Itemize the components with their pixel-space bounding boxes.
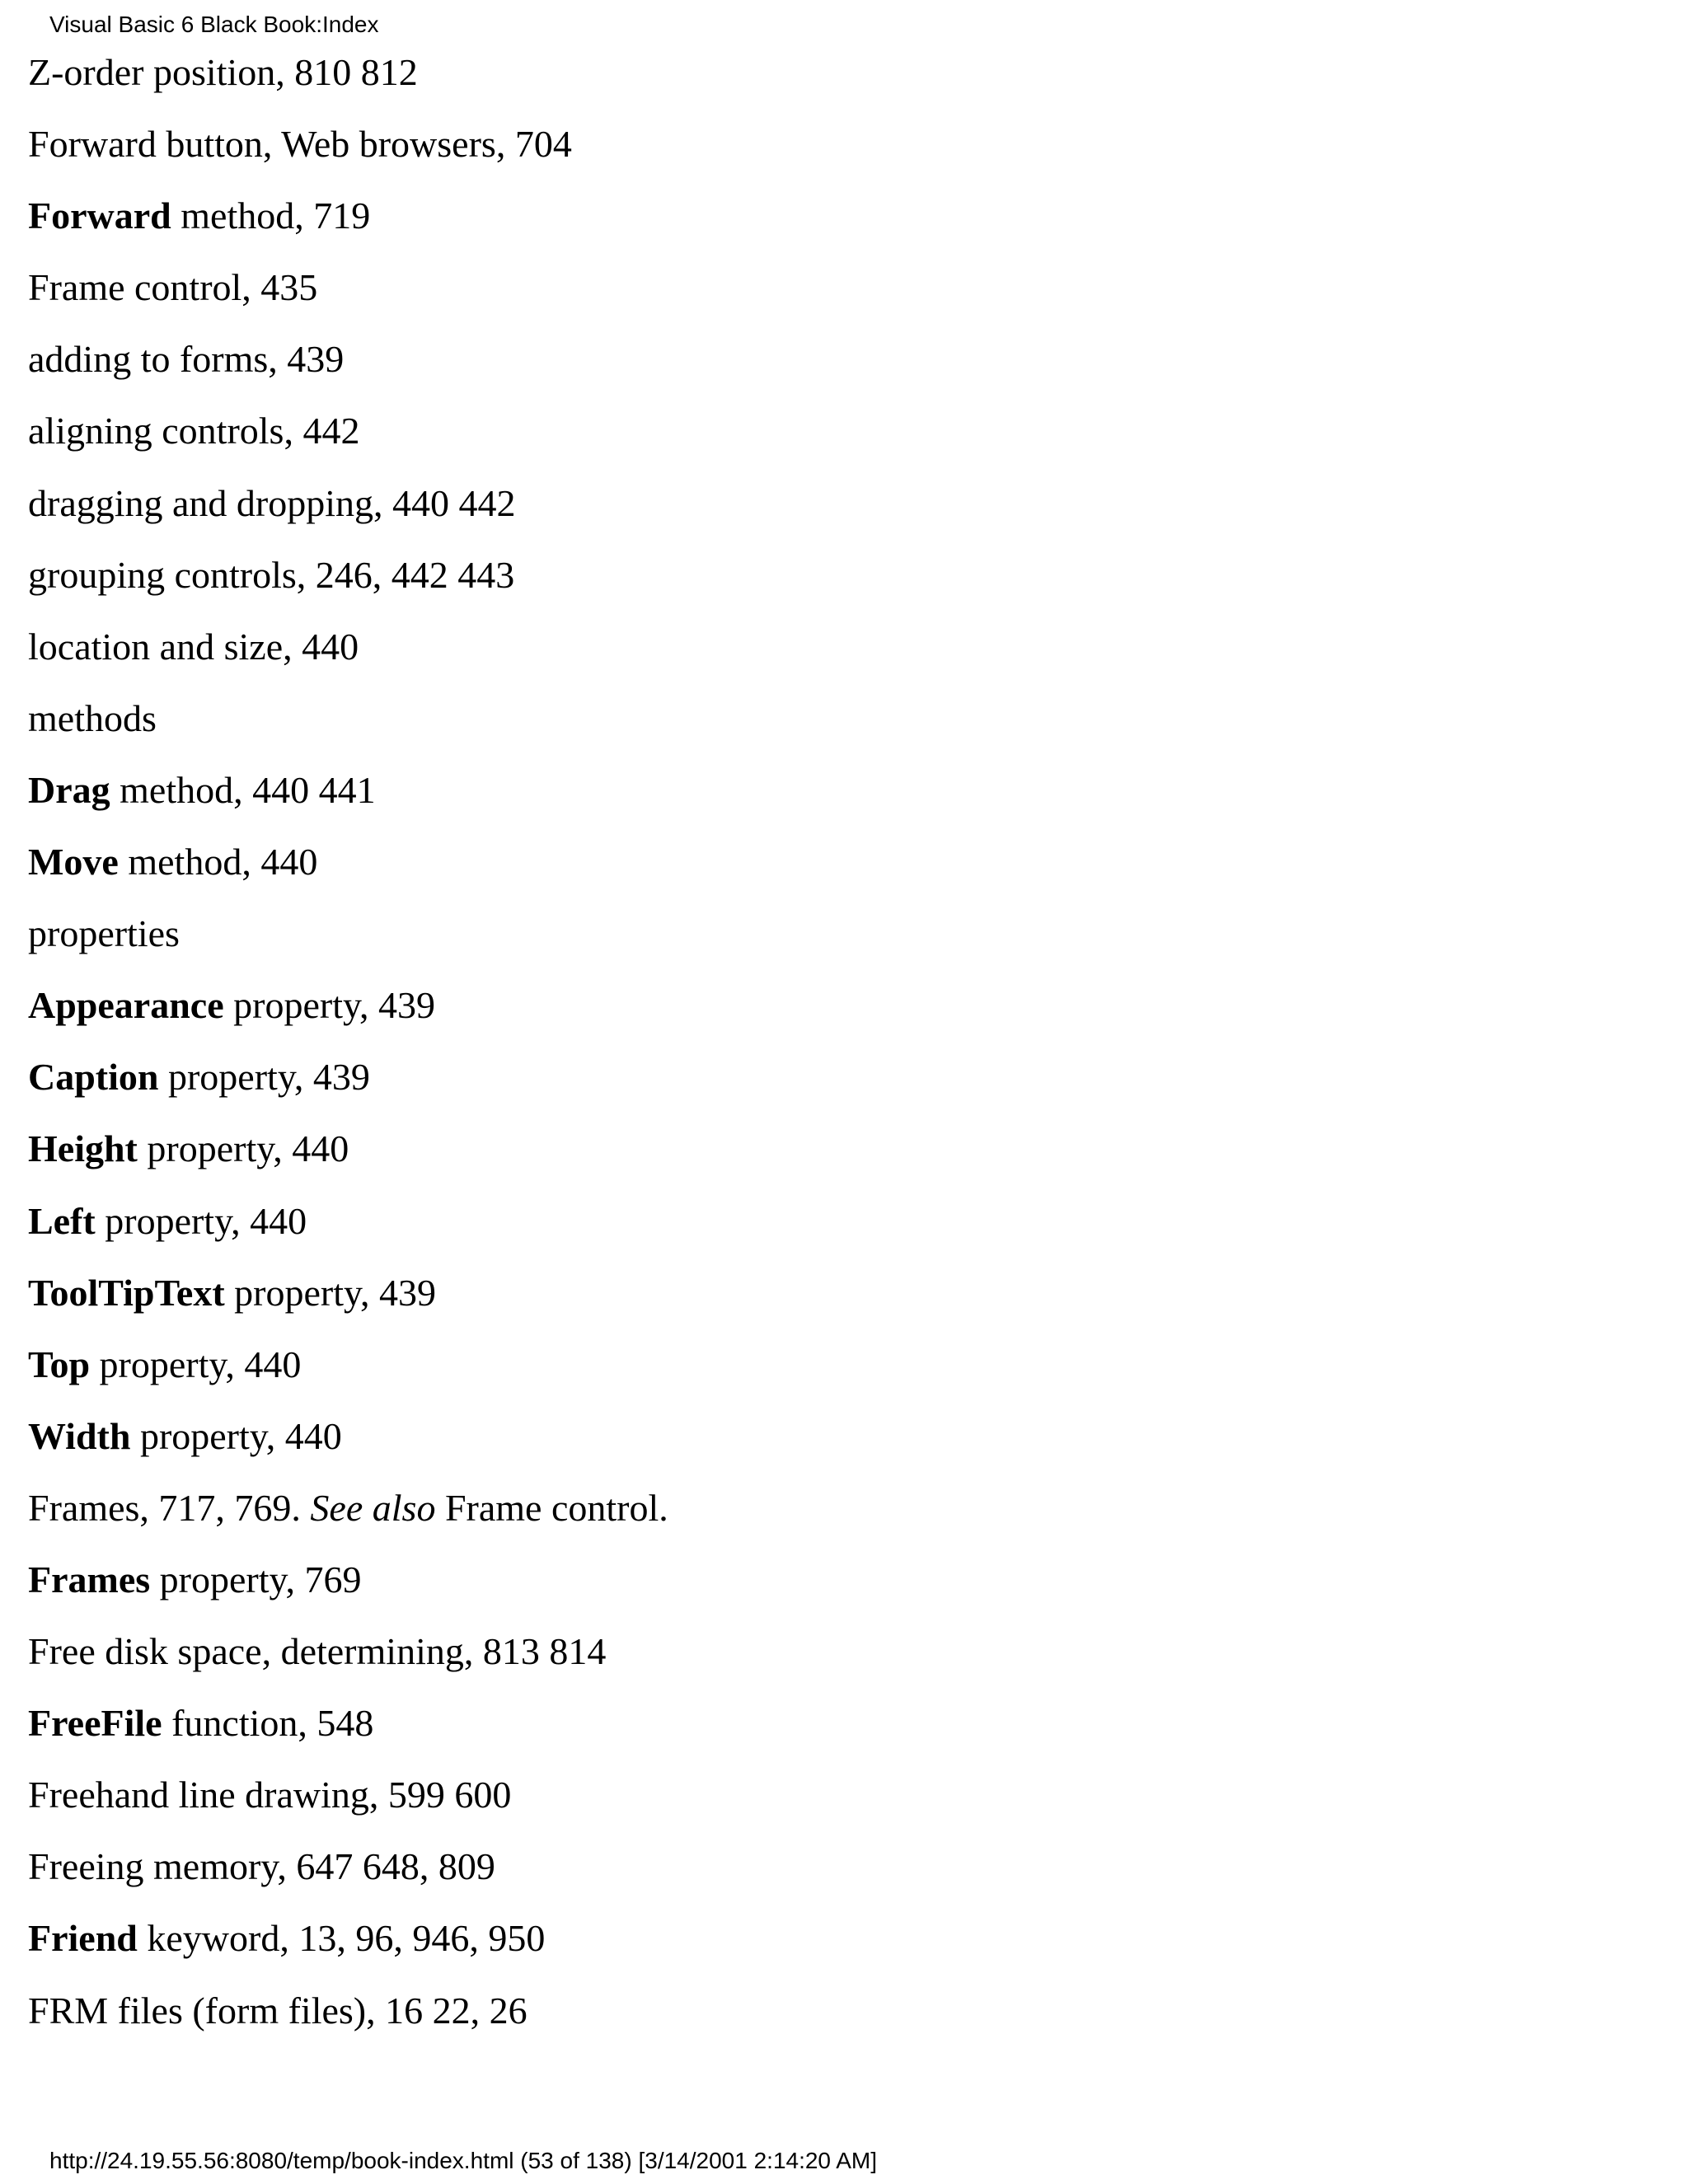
entry-text: Free disk space, determining, 813 814 (28, 1630, 607, 1673)
index-entry (28, 1485, 668, 1557)
entry-term: Forward (28, 194, 171, 237)
index-entry (28, 767, 668, 839)
entry-term: Drag (28, 768, 110, 811)
entry-term: Left (28, 1199, 96, 1242)
entry-text: Frame control, 435 (28, 266, 318, 309)
entry-text: location and size, 440 (28, 625, 359, 668)
entry-term: Width (28, 1414, 131, 1457)
index-entry (28, 1270, 668, 1342)
index-entry (28, 480, 668, 552)
entry-text: method, 440 (118, 841, 318, 883)
index-entry (28, 552, 668, 624)
index-entry (28, 1342, 668, 1413)
entry-term: FreeFile (28, 1702, 162, 1745)
entry-text: dragging and dropping, 440 442 (28, 481, 516, 524)
entry-term: Height (28, 1127, 138, 1170)
index-entry (28, 1915, 668, 1987)
index-entry (28, 982, 668, 1054)
entry-term: Friend (28, 1917, 138, 1960)
index-entry (28, 624, 668, 696)
index-entry (28, 1772, 668, 1844)
entry-term: Appearance (28, 984, 224, 1027)
see-also-label: See also (310, 1486, 436, 1529)
entry-text: Freehand line drawing, 599 600 (28, 1774, 512, 1816)
index-entry (28, 1700, 668, 1772)
entry-text: property, 439 (224, 1271, 437, 1314)
entry-text: Frames, 717, 769. (28, 1486, 311, 1529)
entry-text: grouping controls, 246, 442 443 (28, 553, 515, 596)
entry-text: methods (28, 696, 157, 739)
entry-text: property, 440 (95, 1199, 307, 1242)
entry-text: adding to forms, 439 (28, 338, 345, 381)
page-footer-url: http://24.19.55.56:8080/temp/book-index.html (53 of 138) [3/14/2001 2:14:20 AM] (49, 2148, 878, 2173)
index-entry (28, 1988, 668, 2060)
index-entry (28, 1126, 668, 1197)
index-entry (28, 696, 668, 767)
index-entry (28, 265, 668, 336)
index-entry (28, 193, 668, 265)
entry-text: property, 769 (150, 1558, 362, 1601)
page-header: Visual Basic 6 Black Book:Index (49, 12, 379, 37)
entry-term: Frames (28, 1558, 151, 1601)
entry-text: Forward button, Web browsers, 704 (28, 123, 572, 166)
entry-term: ToolTipText (28, 1271, 225, 1314)
index-entry (28, 1054, 668, 1126)
entry-text: keyword, 13, 96, 946, 950 (137, 1917, 546, 1960)
entry-text: aligning controls, 442 (28, 410, 360, 452)
entry-text: Frame control. (435, 1486, 668, 1529)
index-entry (28, 121, 668, 193)
entry-text: property, 440 (130, 1414, 342, 1457)
entry-text: property, 440 (90, 1343, 302, 1385)
index-entry (28, 408, 668, 480)
index-entry (28, 1557, 668, 1629)
index-entry (28, 49, 668, 121)
index-entry (28, 1198, 668, 1270)
entry-text: method, 719 (171, 194, 371, 237)
entry-term: Top (28, 1343, 91, 1385)
entry-text: properties (28, 912, 180, 955)
index-entry (28, 1413, 668, 1485)
index-entry (28, 1844, 668, 1915)
index-list (28, 49, 668, 2060)
entry-term: Move (28, 841, 119, 883)
entry-term: Caption (28, 1056, 159, 1099)
entry-text: function, 548 (162, 1702, 374, 1745)
entry-text: property, 439 (223, 984, 435, 1027)
index-entry (28, 911, 668, 982)
entry-text: FRM files (form files), 16 22, 26 (28, 1989, 528, 2032)
entry-text: property, 440 (137, 1127, 349, 1170)
index-entry (28, 1629, 668, 1700)
entry-text: Z-order position, 810 812 (28, 51, 418, 93)
entry-text: method, 440 441 (110, 768, 376, 811)
entry-text: property, 439 (158, 1056, 370, 1099)
entry-text: Freeing memory, 647 648, 809 (28, 1845, 495, 1888)
index-entry (28, 839, 668, 911)
index-entry (28, 336, 668, 408)
